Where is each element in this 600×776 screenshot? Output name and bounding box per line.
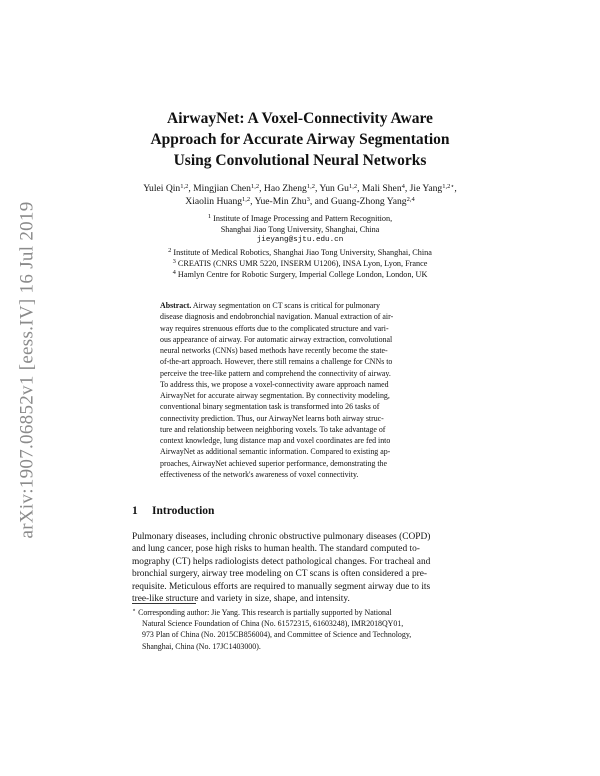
affiliation-number: 3 (172, 257, 176, 265)
author-affiliation-marker: 4 (401, 183, 405, 190)
author-name: Jie Yang (409, 183, 443, 194)
author-line: Xiaolin Huang$^{1,2}$, Yue-Min Zhu$^3$, and Guang-Zhong Yang$^{2,4}$ (185, 195, 415, 207)
section-title: Introduction (152, 505, 215, 517)
author-list (130, 183, 470, 208)
abstract-line: perceive the tree-like pattern and comprehend the connectivity of airway. (160, 368, 391, 378)
author-name: Guang-Zhong Yang (330, 195, 407, 207)
abstract-line: of-the-art approach. However, there still remains a challenge for CNNs to (160, 357, 393, 367)
footnote-line: Natural Science Foundation of China (No. 61572315, 61603248), IMR2018QY01, (142, 619, 404, 629)
affiliation-number: 4 (172, 269, 176, 277)
author-name: Xiaolin Huang (185, 195, 243, 207)
footnote-line: 973 Plan of China (No. 2015CB856004), and Committee of Science and Technology, (142, 630, 412, 640)
body-line: requisite. Meticulous efforts are required to manually segment airway due to its (132, 581, 431, 592)
abstract-line: connectivity prediction. Thus, our AirwayNet learns both airway struc- (160, 413, 384, 423)
author-affiliation-marker: 1,2⋆ (442, 183, 455, 190)
author-affiliation-marker: 1,2 (306, 183, 315, 190)
body-line: bronchial surgery, airway tree modeling on CT scans is often considered a pre- (132, 569, 428, 580)
affiliation-2: $^2$ Institute of Medical Robotics, Shanghai Jiao Tong University, Shanghai, China (168, 246, 432, 257)
abstract-line: AirwayNet as additional semantic information. Compared to existing ap- (160, 447, 391, 457)
abstract-line: context knowledge, lung distance map and voxel coordinates are fed into (160, 436, 391, 445)
abstract-line: disease diagnosis and endobronchial navigation. Manual extraction of air- (160, 312, 394, 322)
affiliation-4: $^4$ Hamlyn Centre for Robotic Surgery, Imperial College London, London, UK (172, 269, 428, 280)
abstract (160, 300, 444, 480)
abstract-line: conventional binary segmentation task is transformed into 26 tasks of (160, 402, 380, 412)
author-affiliation-marker: 2,4 (406, 195, 415, 203)
abstract-line: way requires strenuous efforts due to the complicated structure and vari- (160, 323, 389, 333)
author-line: Yulei Qin$^{1,2}$, Mingjian Chen$^{1,2}$, Hao Zheng$^{1,2}$, Yun Gu$^{1,2}$, Mali Shen$^4$, Jie Yang$^{1,2⋆}$, (143, 183, 457, 194)
paper-title (100, 108, 500, 171)
introduction-paragraph (132, 531, 472, 605)
author-affiliation-marker: 3 (306, 195, 310, 203)
affiliation-3: $^3$ CREATIS (CNRS UMR 5220, INSERM U1206), INSA Lyon, Lyon, France (172, 257, 428, 268)
abstract-line: effectiveness of the network's awareness of voxel connectivity. (160, 469, 359, 479)
title-line: Using Convolutional Neural Networks (173, 152, 427, 169)
section-number: 1 (132, 505, 138, 517)
author-affiliation-marker: 1,2 (242, 195, 251, 203)
footnote (132, 607, 472, 652)
abstract-line: ous appearance of airway. For automatic airway extraction, convolutional (160, 334, 393, 344)
author-name: Mingjian Chen (193, 183, 251, 194)
title-line: Approach for Accurate Airway Segmentation (150, 131, 450, 148)
section-heading-introduction (132, 505, 214, 517)
footnote-divider (132, 603, 196, 604)
author-affiliation-marker: 1,2 (250, 183, 260, 190)
footnote-marker: ⋆ (132, 607, 137, 614)
body-line: Pulmonary diseases, including chronic obstructive pulmonary diseases (COPD) (132, 532, 431, 542)
author-name: Mali Shen (361, 183, 402, 194)
arxiv-sidebar (8, 180, 48, 560)
footnote-line: ⋆ Corresponding author: Jie Yang. This research is partially supported by National (132, 607, 392, 617)
footnote-line: Shanghai, China (No. 17JC1403000). (142, 641, 261, 651)
affiliations (110, 213, 490, 280)
author-name: Hao Zheng (263, 183, 307, 194)
author-name: Yue-Min Zhu (254, 195, 307, 207)
abstract-line: neural networks (CNNs) based methods have recently become the state- (160, 346, 388, 355)
abstract-line: To address this, we propose a voxel-connectivity aware approach named (160, 379, 389, 389)
body-line: mography (CT) helps radiologists detect pathological changes. For tracheal and (132, 556, 431, 567)
abstract-line: ture and relationship between neighboring voxels. To take advantage of (160, 424, 386, 434)
arxiv-identifier: arXiv:1907.06852v1 [eess.IV] 16 Jul 2019 (17, 201, 39, 539)
body-line: tree-like structure and variety in size, shape, and intensity. (132, 594, 350, 605)
affiliation-1: $^1$ Institute of Image Processing and Pattern Recognition, (207, 213, 393, 223)
author-name: Yun Gu (319, 183, 349, 194)
affiliation-number: 1 (207, 213, 212, 220)
body-line: and lung cancer, pose high risks to human health. The standard computed to- (132, 544, 420, 555)
affiliation-1-continued: Shanghai Jiao Tong University, Shanghai, China (220, 225, 380, 235)
author-affiliation-marker: 1,2 (348, 183, 358, 190)
title-line: AirwayNet: A Voxel-Connectivity Aware (167, 110, 433, 127)
abstract-line: proaches, AirwayNet achieved superior performance, demonstrating the (160, 458, 387, 468)
abstract-line: AirwayNet for accurate airway segmentation. By connectivity modeling, (160, 391, 390, 400)
corresponding-email[interactable]: jieyang@sjtu.edu.cn (256, 236, 344, 245)
abstract-label: Abstract. (160, 301, 192, 310)
author-name: Yulei Qin (143, 183, 181, 194)
affiliation-number: 2 (168, 246, 172, 254)
author-affiliation-marker: 1,2 (180, 183, 189, 190)
abstract-line: Abstract. Airway segmentation on CT scans is critical for pulmonary (160, 301, 380, 310)
